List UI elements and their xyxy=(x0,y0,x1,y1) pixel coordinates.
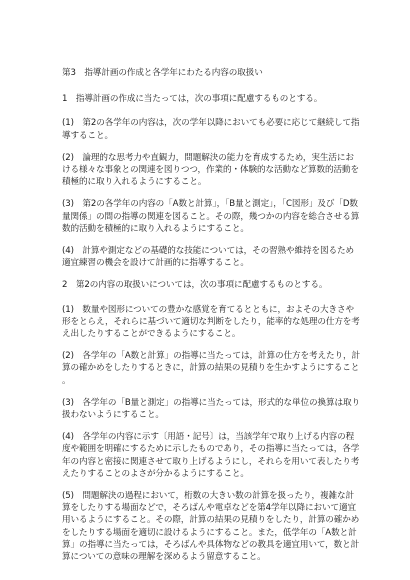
section-1-item-1: (1) 第2の各学年の内容は，次の学年以降においても必要に応じて継続して指導すること。 xyxy=(62,118,360,141)
section-2-item-5: (5) 問題解決の過程において，桁数の大きい数の計算を扱ったり，複雑な計算をしたりする場面などで，そろばんや電卓などを第4学年以降において適宜用いるようにすること。その際，計算の結果の見積りをしたり，計算の確かめをしたりする場面を適切に設けるようにすること。また，低学年の「A数と計算」の指導に当たっては，そろばんや具体物などの教具を適宜用いて，数と計算についての意味の理解を深めるよう留意すること。 xyxy=(62,491,360,563)
section-2-item-2: (2) 各学年の「A数と計算」の指導に当たっては，計算の仕方を考えたり，計算の確かめをしたりするときに，計算の結果の見積りを生かすようにすること。 xyxy=(62,351,360,386)
section-1-item-4: (4) 計算や測定などの基礎的な技能については，その習熟や維持を図るため適宜練習の機会を設けて計画的に指導すること。 xyxy=(62,246,354,269)
section-1-item-2: (2) 論理的な思考力や直観力，問題解決の能力を育成するため，実生活における様々な事象との関連を図りつつ，作業的・体験的な活動など算数的活動を積極的に取り入れるようにすること。 xyxy=(62,152,359,188)
section-1-heading: 1 指導計画の作成に当たっては，次の事項に配慮するものとする。 xyxy=(62,94,323,105)
document-body xyxy=(62,67,362,573)
section-2-heading: 2 第2の内容の取扱いについては，次の事項に配慮するものとする。 xyxy=(62,280,328,291)
section-1-item-3: (3) 第2の各学年の内容の「A数と計算」，「B量と測定」，「C図形」及び「D数量関係」の間の指導の関連を図ること。その際，幾つかの内容を総合させる算数的活動を積極的に取り入れるようにすること。 xyxy=(62,199,360,234)
document-title: 第3 指導計画の作成と各学年にわたる内容の取扱い xyxy=(62,68,263,78)
section-2-item-1: (1) 数量や図形についての豊かな感覚を育てるとともに，およその大きさや形をとらえ，それらに基づいて適切な判断をしたり，能率的な処理の仕方を考え出したりすることができるようにすること。 xyxy=(62,304,360,340)
section-2-item-3: (3) 各学年の「B量と測定」の指導に当たっては，形式的な単位の換算は取り扱わないようにすること。 xyxy=(62,397,360,421)
section-2-item-4: (4) 各学年の内容に示す〔用語・記号〕は，当該学年で取り上げる内容の程度や範囲を明確にするために示したものであり，その指導に当たっては，各学年の内容と密接に関連させて取り上げるようにし，それらを用いて表したり考えたりすることのよさが分かるようにすること。 xyxy=(62,432,360,479)
